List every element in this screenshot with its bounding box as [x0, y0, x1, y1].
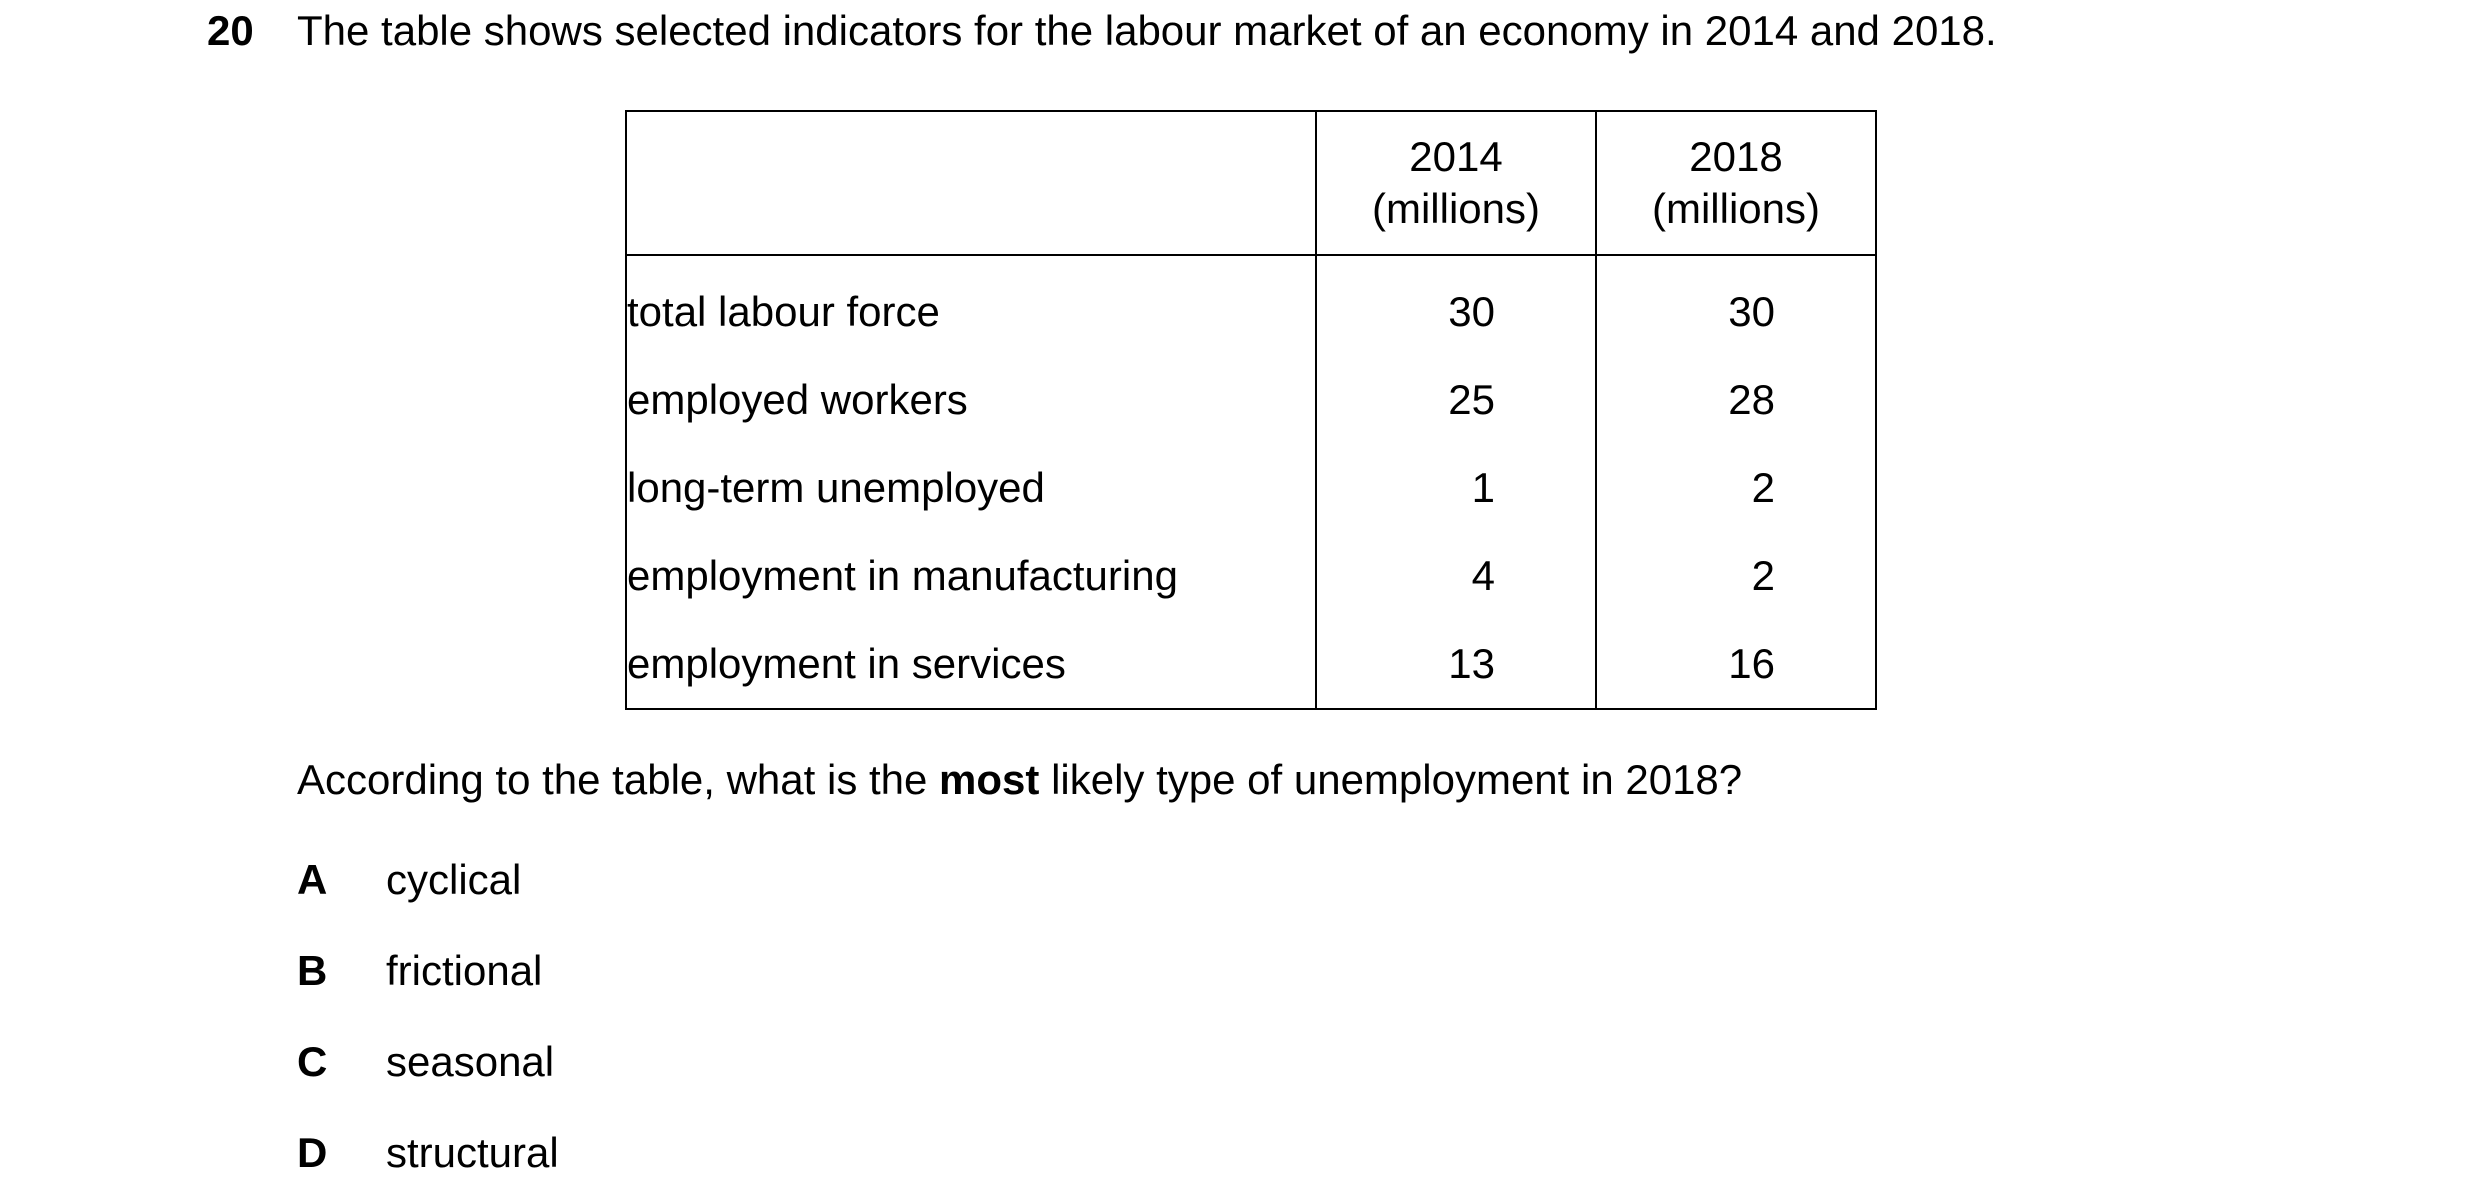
- prompt-before: According to the table, what is the: [297, 756, 940, 803]
- value-2018: 30: [1596, 255, 1876, 356]
- question-number: 20: [207, 7, 254, 54]
- question-prompt: [297, 755, 1742, 805]
- option-letter: A: [297, 856, 328, 903]
- value-2014: 4: [1316, 532, 1596, 620]
- option-letter: C: [297, 1038, 328, 1085]
- prompt-emphasis: most: [939, 756, 1040, 803]
- option-text: frictional: [386, 947, 543, 994]
- row-label: employed workers: [626, 356, 1316, 444]
- value-2014: 1: [1316, 444, 1596, 532]
- value-2014: 30: [1316, 255, 1596, 356]
- header-2018-unit: (millions): [1652, 185, 1820, 232]
- table-row: [626, 444, 1876, 532]
- row-label: employment in manufacturing: [626, 532, 1316, 620]
- header-empty-cell: [626, 111, 1316, 255]
- value-2014: 13: [1316, 620, 1596, 709]
- option-letter: D: [297, 1129, 328, 1176]
- option-b[interactable]: [297, 946, 542, 996]
- value-2018: 28: [1596, 356, 1876, 444]
- row-label: employment in services: [626, 620, 1316, 709]
- option-a[interactable]: [297, 855, 521, 905]
- row-label: total labour force: [626, 255, 1316, 356]
- question-stem: The table shows selected indicators for the labour market of an economy in 2014 and 2018.: [297, 7, 1997, 54]
- header-2018: [1596, 111, 1876, 255]
- value-2018: 16: [1596, 620, 1876, 709]
- option-c[interactable]: [297, 1037, 554, 1087]
- table-row: [626, 356, 1876, 444]
- table-row: [626, 255, 1876, 356]
- table-row: [626, 620, 1876, 709]
- prompt-after: likely type of unemployment in 2018?: [1039, 756, 1743, 803]
- header-2014-unit: (millions): [1372, 185, 1540, 232]
- table-header-row: [626, 111, 1876, 255]
- option-letter: B: [297, 947, 328, 994]
- header-2014-year: 2014: [1409, 133, 1503, 180]
- value-2018: 2: [1596, 532, 1876, 620]
- header-2014: [1316, 111, 1596, 255]
- value-2018: 2: [1596, 444, 1876, 532]
- table-row: [626, 532, 1876, 620]
- labour-market-table: [625, 110, 1877, 710]
- option-text: cyclical: [386, 856, 522, 903]
- header-2018-year: 2018: [1689, 133, 1783, 180]
- row-label: long-term unemployed: [626, 444, 1316, 532]
- option-d[interactable]: [297, 1128, 559, 1178]
- option-text: seasonal: [386, 1038, 555, 1085]
- value-2014: 25: [1316, 356, 1596, 444]
- option-text: structural: [386, 1129, 559, 1176]
